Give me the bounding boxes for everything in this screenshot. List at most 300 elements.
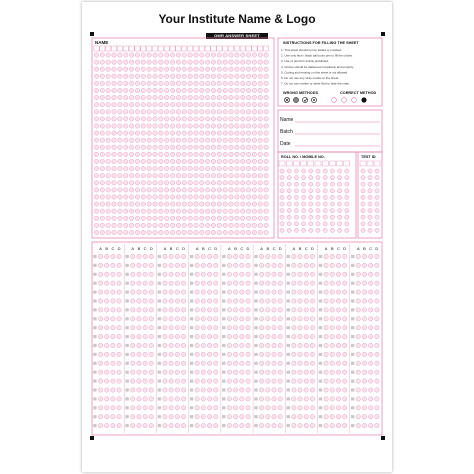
name-bubble[interactable] xyxy=(135,174,139,178)
answer-bubble[interactable] xyxy=(266,388,270,392)
name-bubble[interactable] xyxy=(147,81,151,85)
answer-bubble[interactable] xyxy=(169,326,173,330)
answer-bubble[interactable] xyxy=(324,326,328,330)
name-bubble[interactable] xyxy=(229,138,233,142)
name-bubble[interactable] xyxy=(182,195,186,199)
name-bubble[interactable] xyxy=(129,74,133,78)
name-letter-box[interactable] xyxy=(228,46,233,51)
name-bubble[interactable] xyxy=(211,67,215,71)
roll-bubble[interactable] xyxy=(309,202,313,206)
name-bubble[interactable] xyxy=(124,88,128,92)
name-bubble[interactable] xyxy=(194,202,198,206)
answer-bubble[interactable] xyxy=(201,397,205,401)
name-bubble[interactable] xyxy=(147,60,151,64)
name-bubble[interactable] xyxy=(200,145,204,149)
name-bubble[interactable] xyxy=(182,88,186,92)
answer-bubble[interactable] xyxy=(304,263,308,267)
name-bubble[interactable] xyxy=(170,195,174,199)
name-bubble[interactable] xyxy=(264,166,268,170)
name-bubble[interactable] xyxy=(200,181,204,185)
name-bubble[interactable] xyxy=(200,131,204,135)
name-bubble[interactable] xyxy=(211,209,215,213)
answer-bubble[interactable] xyxy=(330,299,334,303)
answer-bubble[interactable] xyxy=(169,397,173,401)
name-bubble[interactable] xyxy=(159,195,163,199)
roll-bubble[interactable] xyxy=(280,215,284,219)
answer-bubble[interactable] xyxy=(336,299,340,303)
answer-bubble[interactable] xyxy=(181,326,185,330)
roll-bubble[interactable] xyxy=(316,215,320,219)
answer-bubble[interactable] xyxy=(259,334,263,338)
test-id-bubble[interactable] xyxy=(368,195,372,199)
roll-bubble[interactable] xyxy=(309,228,313,232)
name-bubble[interactable] xyxy=(223,67,227,71)
name-bubble[interactable] xyxy=(182,145,186,149)
name-bubble[interactable] xyxy=(112,74,116,78)
name-bubble[interactable] xyxy=(100,117,104,121)
name-bubble[interactable] xyxy=(100,74,104,78)
name-bubble[interactable] xyxy=(217,138,221,142)
answer-bubble[interactable] xyxy=(324,361,328,365)
answer-bubble[interactable] xyxy=(292,263,296,267)
answer-bubble[interactable] xyxy=(278,272,282,276)
name-bubble[interactable] xyxy=(159,174,163,178)
name-bubble[interactable] xyxy=(241,81,245,85)
answer-bubble[interactable] xyxy=(98,370,102,374)
answer-bubble[interactable] xyxy=(181,352,185,356)
answer-bubble[interactable] xyxy=(362,406,366,410)
name-bubble[interactable] xyxy=(229,202,233,206)
answer-bubble[interactable] xyxy=(195,317,199,321)
answer-bubble[interactable] xyxy=(214,352,218,356)
name-bubble[interactable] xyxy=(170,223,174,227)
answer-bubble[interactable] xyxy=(240,263,244,267)
answer-bubble[interactable] xyxy=(368,281,372,285)
name-bubble[interactable] xyxy=(188,152,192,156)
answer-bubble[interactable] xyxy=(304,281,308,285)
name-bubble[interactable] xyxy=(252,81,256,85)
name-bubble[interactable] xyxy=(217,181,221,185)
roll-bubble[interactable] xyxy=(309,189,313,193)
answer-bubble[interactable] xyxy=(169,308,173,312)
answer-bubble[interactable] xyxy=(356,290,360,294)
answer-bubble[interactable] xyxy=(278,388,282,392)
answer-bubble[interactable] xyxy=(342,272,346,276)
test-id-bubble[interactable] xyxy=(368,222,372,226)
answer-bubble[interactable] xyxy=(362,272,366,276)
answer-bubble[interactable] xyxy=(233,263,237,267)
name-bubble[interactable] xyxy=(135,95,139,99)
answer-bubble[interactable] xyxy=(292,388,296,392)
roll-bubble[interactable] xyxy=(309,222,313,226)
name-letter-box[interactable] xyxy=(223,46,228,51)
name-bubble[interactable] xyxy=(129,166,133,170)
name-bubble[interactable] xyxy=(106,181,110,185)
answer-bubble[interactable] xyxy=(201,299,205,303)
answer-bubble[interactable] xyxy=(227,317,231,321)
answer-bubble[interactable] xyxy=(272,423,276,427)
name-bubble[interactable] xyxy=(182,103,186,107)
roll-bubble[interactable] xyxy=(302,189,306,193)
answer-bubble[interactable] xyxy=(356,254,360,258)
name-bubble[interactable] xyxy=(246,181,250,185)
name-bubble[interactable] xyxy=(129,174,133,178)
answer-bubble[interactable] xyxy=(272,406,276,410)
answer-bubble[interactable] xyxy=(195,290,199,294)
name-bubble[interactable] xyxy=(100,223,104,227)
name-bubble[interactable] xyxy=(176,95,180,99)
answer-bubble[interactable] xyxy=(330,388,334,392)
name-bubble[interactable] xyxy=(129,216,133,220)
answer-bubble[interactable] xyxy=(233,343,237,347)
answer-bubble[interactable] xyxy=(304,388,308,392)
name-bubble[interactable] xyxy=(129,53,133,57)
name-bubble[interactable] xyxy=(118,67,122,71)
answer-bubble[interactable] xyxy=(207,397,211,401)
answer-bubble[interactable] xyxy=(227,290,231,294)
roll-bubble[interactable] xyxy=(316,202,320,206)
name-bubble[interactable] xyxy=(153,81,157,85)
name-bubble[interactable] xyxy=(223,181,227,185)
name-bubble[interactable] xyxy=(129,95,133,99)
answer-bubble[interactable] xyxy=(330,406,334,410)
name-bubble[interactable] xyxy=(129,145,133,149)
answer-bubble[interactable] xyxy=(375,299,379,303)
name-bubble[interactable] xyxy=(182,60,186,64)
name-bubble[interactable] xyxy=(182,74,186,78)
answer-bubble[interactable] xyxy=(195,272,199,276)
answer-bubble[interactable] xyxy=(143,379,147,383)
name-bubble[interactable] xyxy=(135,181,139,185)
roll-bubble[interactable] xyxy=(316,189,320,193)
answer-bubble[interactable] xyxy=(207,423,211,427)
name-bubble[interactable] xyxy=(170,110,174,114)
answer-bubble[interactable] xyxy=(111,272,115,276)
test-id-bubble[interactable] xyxy=(361,228,365,232)
answer-bubble[interactable] xyxy=(272,370,276,374)
answer-bubble[interactable] xyxy=(278,290,282,294)
answer-bubble[interactable] xyxy=(201,370,205,374)
name-bubble[interactable] xyxy=(246,81,250,85)
answer-bubble[interactable] xyxy=(375,317,379,321)
name-bubble[interactable] xyxy=(106,209,110,213)
answer-bubble[interactable] xyxy=(240,317,244,321)
name-bubble[interactable] xyxy=(106,67,110,71)
answer-bubble[interactable] xyxy=(246,317,250,321)
roll-bubble[interactable] xyxy=(345,202,349,206)
name-bubble[interactable] xyxy=(165,81,169,85)
answer-bubble[interactable] xyxy=(175,326,179,330)
name-bubble[interactable] xyxy=(200,103,204,107)
answer-bubble[interactable] xyxy=(342,326,346,330)
name-bubble[interactable] xyxy=(258,188,262,192)
name-bubble[interactable] xyxy=(246,223,250,227)
name-bubble[interactable] xyxy=(235,138,239,142)
name-bubble[interactable] xyxy=(153,60,157,64)
name-bubble[interactable] xyxy=(124,223,128,227)
roll-digit-box[interactable] xyxy=(293,161,299,166)
answer-bubble[interactable] xyxy=(368,254,372,258)
answer-bubble[interactable] xyxy=(214,343,218,347)
name-bubble[interactable] xyxy=(170,81,174,85)
answer-bubble[interactable] xyxy=(362,388,366,392)
answer-bubble[interactable] xyxy=(375,388,379,392)
answer-bubble[interactable] xyxy=(246,326,250,330)
name-bubble[interactable] xyxy=(264,81,268,85)
name-bubble[interactable] xyxy=(182,223,186,227)
answer-bubble[interactable] xyxy=(117,317,121,321)
name-bubble[interactable] xyxy=(241,95,245,99)
name-bubble[interactable] xyxy=(205,124,209,128)
answer-bubble[interactable] xyxy=(195,361,199,365)
name-bubble[interactable] xyxy=(246,159,250,163)
name-bubble[interactable] xyxy=(106,202,110,206)
answer-bubble[interactable] xyxy=(304,290,308,294)
roll-bubble[interactable] xyxy=(302,176,306,180)
answer-bubble[interactable] xyxy=(201,406,205,410)
name-bubble[interactable] xyxy=(94,117,98,121)
name-bubble[interactable] xyxy=(258,53,262,57)
name-bubble[interactable] xyxy=(176,188,180,192)
name-bubble[interactable] xyxy=(165,88,169,92)
name-bubble[interactable] xyxy=(170,216,174,220)
answer-bubble[interactable] xyxy=(111,326,115,330)
name-bubble[interactable] xyxy=(205,181,209,185)
name-bubble[interactable] xyxy=(258,159,262,163)
name-bubble[interactable] xyxy=(141,195,145,199)
name-bubble[interactable] xyxy=(252,138,256,142)
answer-bubble[interactable] xyxy=(330,290,334,294)
name-bubble[interactable] xyxy=(170,88,174,92)
answer-bubble[interactable] xyxy=(330,415,334,419)
name-bubble[interactable] xyxy=(147,95,151,99)
name-bubble[interactable] xyxy=(141,152,145,156)
name-bubble[interactable] xyxy=(252,195,256,199)
answer-bubble[interactable] xyxy=(324,334,328,338)
name-bubble[interactable] xyxy=(165,202,169,206)
name-bubble[interactable] xyxy=(159,88,163,92)
name-bubble[interactable] xyxy=(258,103,262,107)
answer-bubble[interactable] xyxy=(336,343,340,347)
name-bubble[interactable] xyxy=(200,74,204,78)
answer-bubble[interactable] xyxy=(330,423,334,427)
answer-bubble[interactable] xyxy=(131,343,135,347)
name-bubble[interactable] xyxy=(211,202,215,206)
name-letter-box[interactable] xyxy=(147,46,152,51)
name-bubble[interactable] xyxy=(223,88,227,92)
name-bubble[interactable] xyxy=(153,117,157,121)
answer-bubble[interactable] xyxy=(304,352,308,356)
test-id-bubble[interactable] xyxy=(375,228,379,232)
name-bubble[interactable] xyxy=(223,209,227,213)
answer-bubble[interactable] xyxy=(117,370,121,374)
name-bubble[interactable] xyxy=(182,159,186,163)
answer-bubble[interactable] xyxy=(292,370,296,374)
name-bubble[interactable] xyxy=(229,209,233,213)
roll-bubble[interactable] xyxy=(287,189,291,193)
name-bubble[interactable] xyxy=(252,95,256,99)
answer-bubble[interactable] xyxy=(207,388,211,392)
roll-bubble[interactable] xyxy=(316,228,320,232)
answer-bubble[interactable] xyxy=(105,254,109,258)
name-bubble[interactable] xyxy=(176,103,180,107)
answer-bubble[interactable] xyxy=(201,343,205,347)
name-bubble[interactable] xyxy=(94,88,98,92)
answer-bubble[interactable] xyxy=(324,352,328,356)
name-bubble[interactable] xyxy=(194,145,198,149)
answer-bubble[interactable] xyxy=(163,334,167,338)
answer-bubble[interactable] xyxy=(259,388,263,392)
name-bubble[interactable] xyxy=(200,202,204,206)
roll-bubble[interactable] xyxy=(323,169,327,173)
name-bubble[interactable] xyxy=(194,152,198,156)
roll-bubble[interactable] xyxy=(287,169,291,173)
name-bubble[interactable] xyxy=(258,202,262,206)
answer-bubble[interactable] xyxy=(324,308,328,312)
answer-bubble[interactable] xyxy=(137,281,141,285)
name-bubble[interactable] xyxy=(106,117,110,121)
name-bubble[interactable] xyxy=(241,124,245,128)
name-bubble[interactable] xyxy=(252,230,256,234)
name-bubble[interactable] xyxy=(118,60,122,64)
name-bubble[interactable] xyxy=(241,60,245,64)
answer-bubble[interactable] xyxy=(240,254,244,258)
answer-bubble[interactable] xyxy=(272,299,276,303)
name-bubble[interactable] xyxy=(147,88,151,92)
name-bubble[interactable] xyxy=(246,103,250,107)
name-letter-box[interactable] xyxy=(258,46,263,51)
answer-bubble[interactable] xyxy=(137,361,141,365)
answer-bubble[interactable] xyxy=(240,334,244,338)
answer-bubble[interactable] xyxy=(181,334,185,338)
name-bubble[interactable] xyxy=(182,95,186,99)
name-bubble[interactable] xyxy=(200,174,204,178)
name-bubble[interactable] xyxy=(159,181,163,185)
answer-bubble[interactable] xyxy=(375,334,379,338)
name-letter-box[interactable] xyxy=(176,46,181,51)
name-bubble[interactable] xyxy=(106,166,110,170)
name-bubble[interactable] xyxy=(235,174,239,178)
name-bubble[interactable] xyxy=(188,95,192,99)
name-bubble[interactable] xyxy=(170,159,174,163)
name-bubble[interactable] xyxy=(100,152,104,156)
name-bubble[interactable] xyxy=(147,74,151,78)
answer-bubble[interactable] xyxy=(298,397,302,401)
name-bubble[interactable] xyxy=(106,216,110,220)
name-bubble[interactable] xyxy=(170,103,174,107)
answer-bubble[interactable] xyxy=(278,370,282,374)
name-bubble[interactable] xyxy=(118,117,122,121)
answer-bubble[interactable] xyxy=(324,299,328,303)
answer-bubble[interactable] xyxy=(201,281,205,285)
name-bubble[interactable] xyxy=(118,74,122,78)
answer-bubble[interactable] xyxy=(201,308,205,312)
answer-bubble[interactable] xyxy=(233,299,237,303)
answer-bubble[interactable] xyxy=(149,317,153,321)
name-bubble[interactable] xyxy=(264,216,268,220)
name-bubble[interactable] xyxy=(252,216,256,220)
answer-bubble[interactable] xyxy=(149,415,153,419)
answer-bubble[interactable] xyxy=(233,308,237,312)
answer-bubble[interactable] xyxy=(105,308,109,312)
name-bubble[interactable] xyxy=(188,174,192,178)
roll-digit-box[interactable] xyxy=(329,161,335,166)
name-bubble-grid[interactable] xyxy=(94,46,269,235)
name-bubble[interactable] xyxy=(176,152,180,156)
answer-bubble[interactable] xyxy=(368,334,372,338)
name-bubble[interactable] xyxy=(217,103,221,107)
name-bubble[interactable] xyxy=(112,174,116,178)
name-bubble[interactable] xyxy=(235,223,239,227)
answer-bubble[interactable] xyxy=(169,406,173,410)
name-bubble[interactable] xyxy=(229,67,233,71)
name-bubble[interactable] xyxy=(182,216,186,220)
name-bubble[interactable] xyxy=(205,202,209,206)
name-bubble[interactable] xyxy=(94,230,98,234)
name-bubble[interactable] xyxy=(100,81,104,85)
name-bubble[interactable] xyxy=(252,117,256,121)
answer-bubble[interactable] xyxy=(181,361,185,365)
name-bubble[interactable] xyxy=(100,230,104,234)
name-letter-box[interactable] xyxy=(252,46,257,51)
answer-bubble[interactable] xyxy=(207,308,211,312)
answer-bubble[interactable] xyxy=(278,281,282,285)
name-bubble[interactable] xyxy=(153,230,157,234)
name-bubble[interactable] xyxy=(264,103,268,107)
answer-bubble[interactable] xyxy=(137,254,141,258)
roll-bubble[interactable] xyxy=(330,195,334,199)
name-bubble[interactable] xyxy=(258,138,262,142)
answer-bubble[interactable] xyxy=(227,379,231,383)
roll-bubble[interactable] xyxy=(338,222,342,226)
name-bubble[interactable] xyxy=(94,103,98,107)
name-bubble[interactable] xyxy=(194,159,198,163)
name-bubble[interactable] xyxy=(258,67,262,71)
name-bubble[interactable] xyxy=(217,88,221,92)
name-bubble[interactable] xyxy=(211,110,215,114)
name-bubble[interactable] xyxy=(235,60,239,64)
name-bubble[interactable] xyxy=(258,88,262,92)
answer-bubble[interactable] xyxy=(375,281,379,285)
name-bubble[interactable] xyxy=(165,166,169,170)
name-bubble[interactable] xyxy=(252,124,256,128)
answer-bubble[interactable] xyxy=(304,370,308,374)
roll-bubble[interactable] xyxy=(294,209,298,213)
answer-bubble[interactable] xyxy=(368,397,372,401)
answer-bubble[interactable] xyxy=(336,388,340,392)
answer-bubble[interactable] xyxy=(111,388,115,392)
answer-bubble[interactable] xyxy=(304,334,308,338)
name-bubble[interactable] xyxy=(217,67,221,71)
name-bubble[interactable] xyxy=(211,174,215,178)
name-bubble[interactable] xyxy=(129,88,133,92)
name-bubble[interactable] xyxy=(258,60,262,64)
name-bubble[interactable] xyxy=(217,188,221,192)
answer-bubble[interactable] xyxy=(98,326,102,330)
answer-bubble[interactable] xyxy=(201,423,205,427)
name-bubble[interactable] xyxy=(223,202,227,206)
answer-bubble[interactable] xyxy=(181,263,185,267)
name-bubble[interactable] xyxy=(94,145,98,149)
name-bubble[interactable] xyxy=(141,110,145,114)
roll-bubble[interactable] xyxy=(330,222,334,226)
answer-bubble[interactable] xyxy=(233,281,237,285)
roll-bubble[interactable] xyxy=(309,195,313,199)
answer-bubble[interactable] xyxy=(356,263,360,267)
answer-bubble[interactable] xyxy=(207,379,211,383)
answer-bubble[interactable] xyxy=(105,343,109,347)
roll-bubble[interactable] xyxy=(302,222,306,226)
